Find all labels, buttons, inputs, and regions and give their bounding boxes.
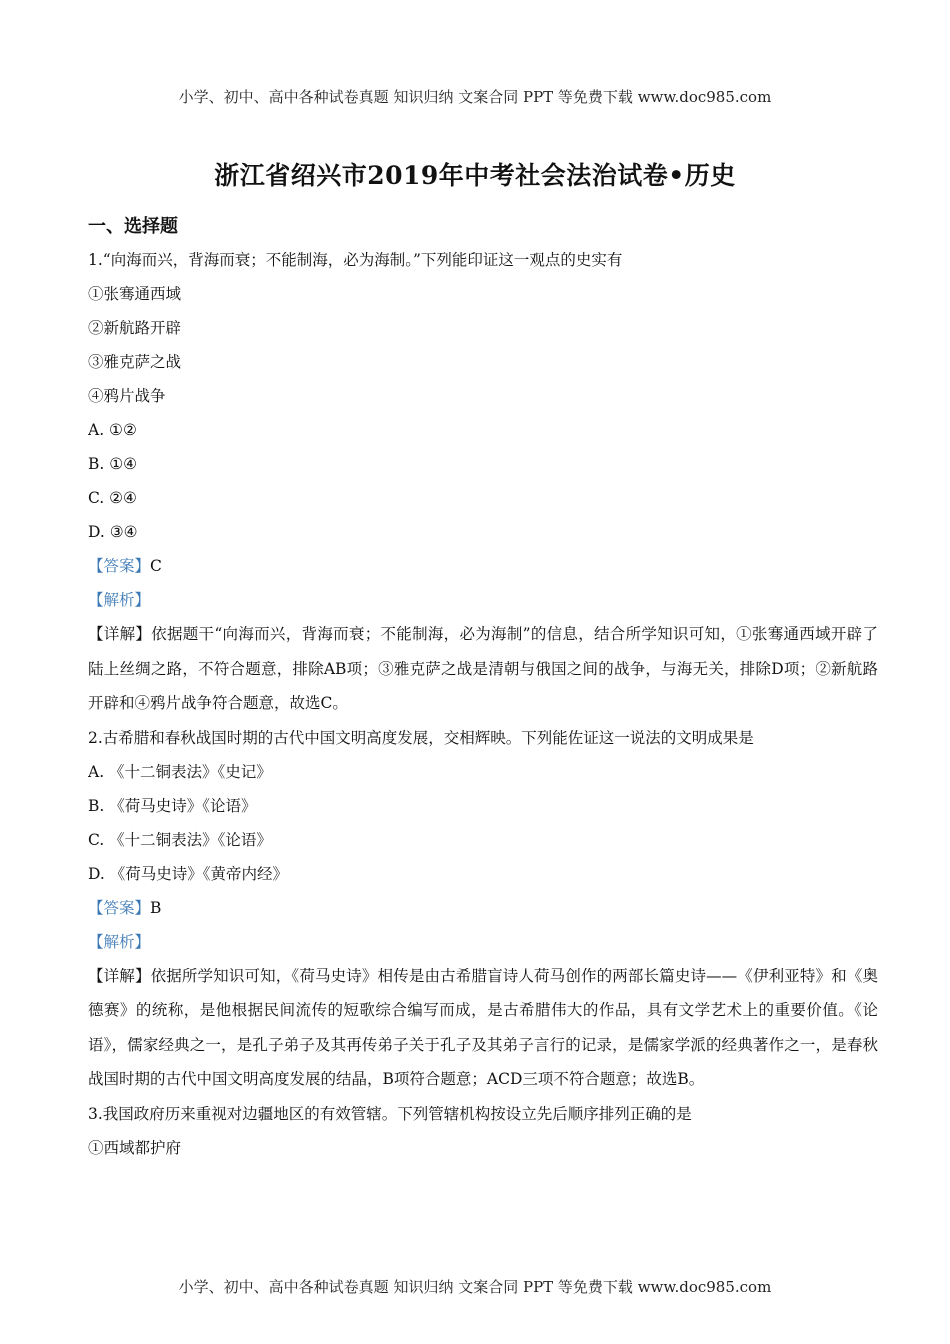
question-1-analysis (88, 583, 878, 617)
question-1-answer (88, 549, 878, 583)
page-header: 小学、初中、高中各种试卷真题 知识归纳 文案合同 PPT 等免费下载 www.doc985.com (178, 88, 772, 106)
question-2-option-a: A. 《十二铜表法》《史记》 (88, 762, 272, 781)
question-1-stem: 1.“向海而兴，背海而衰；不能制海，必为海制。”下列能印证这一观点的史实有 (88, 251, 623, 269)
question-2-option-b: B. 《荷马史诗》《论语》 (88, 796, 257, 815)
analysis-tag: 【解析】 (88, 591, 151, 609)
question-1-option-b: B. ①④ (88, 455, 138, 473)
answer-tag: 【答案】 (88, 898, 151, 917)
detail-tag: 【详解】 (88, 625, 152, 643)
question-1-item-2: ②新航路开辟 (88, 319, 182, 337)
question-2-option-c: C. 《十二铜表法》《论语》 (88, 830, 272, 849)
answer-value: B (150, 898, 162, 917)
page-footer: 小学、初中、高中各种试卷真题 知识归纳 文案合同 PPT 等免费下载 www.doc985.com (178, 1278, 772, 1296)
question-2-detail (88, 959, 878, 1097)
page-title: 浙江省绍兴市2019年中考社会法治试卷•历史 (214, 161, 736, 190)
question-1-detail (88, 617, 878, 721)
question-1-option-a: A. ①② (88, 421, 137, 439)
answer-value: C (150, 557, 162, 575)
question-1-item-3: ③雅克萨之战 (88, 353, 182, 371)
question-1-item-4: ④鸦片战争 (88, 387, 166, 405)
question-3-stem: 3.我国政府历来重视对边疆地区的有效管辖。下列管辖机构按设立先后顺序排列正确的是 (88, 1104, 692, 1123)
question-2-analysis (88, 925, 878, 959)
question-1-option-d: D. ③④ (88, 523, 138, 541)
question-2-option-d: D. 《荷马史诗》《黄帝内经》 (88, 864, 288, 883)
question-1-option-c: C. ②④ (88, 489, 137, 507)
section-heading: 一、选择题 (88, 216, 178, 237)
question-1-item-1: ①张骞通西域 (88, 285, 182, 303)
answer-tag: 【答案】 (88, 557, 151, 575)
detail-text: 依据所学知识可知，《荷马史诗》相传是由古希腊盲诗人荷马创作的两部长篇史诗——《伊利亚特》和《奥德赛》的统称，是他根据民间流传的短歌综合编写而成，是古希腊伟大的作品，具有文学艺术上的重要价值。《论语》，儒家经典之一，是孔子弟子及其再传弟子关于孔子及其弟子言行的记录，是儒家学派的经典著作之一，是春秋战国时期的古代中国文明高度发展的结晶，B项符合题意；ACD三项不符合题意；故选B。 (88, 966, 878, 1088)
question-2-answer (88, 891, 878, 925)
analysis-tag: 【解析】 (88, 932, 151, 951)
detail-tag: 【详解】 (88, 966, 151, 985)
question-3-item-1: ①西域都护府 (88, 1138, 182, 1157)
question-2-stem: 2.古希腊和春秋战国时期的古代中国文明高度发展，交相辉映。下列能佐证这一说法的文明成果是 (88, 728, 754, 747)
document-body (88, 243, 878, 1165)
detail-text: 依据题干“向海而兴，背海而衰；不能制海，必为海制”的信息，结合所学知识可知，①张骞通西域开辟了陆上丝绸之路，不符合题意，排除AB项；③雅克萨之战是清朝与俄国之间的战争，与海无关，排除D项；②新航路开辟和④鸦片战争符合题意，故选C。 (88, 625, 878, 712)
